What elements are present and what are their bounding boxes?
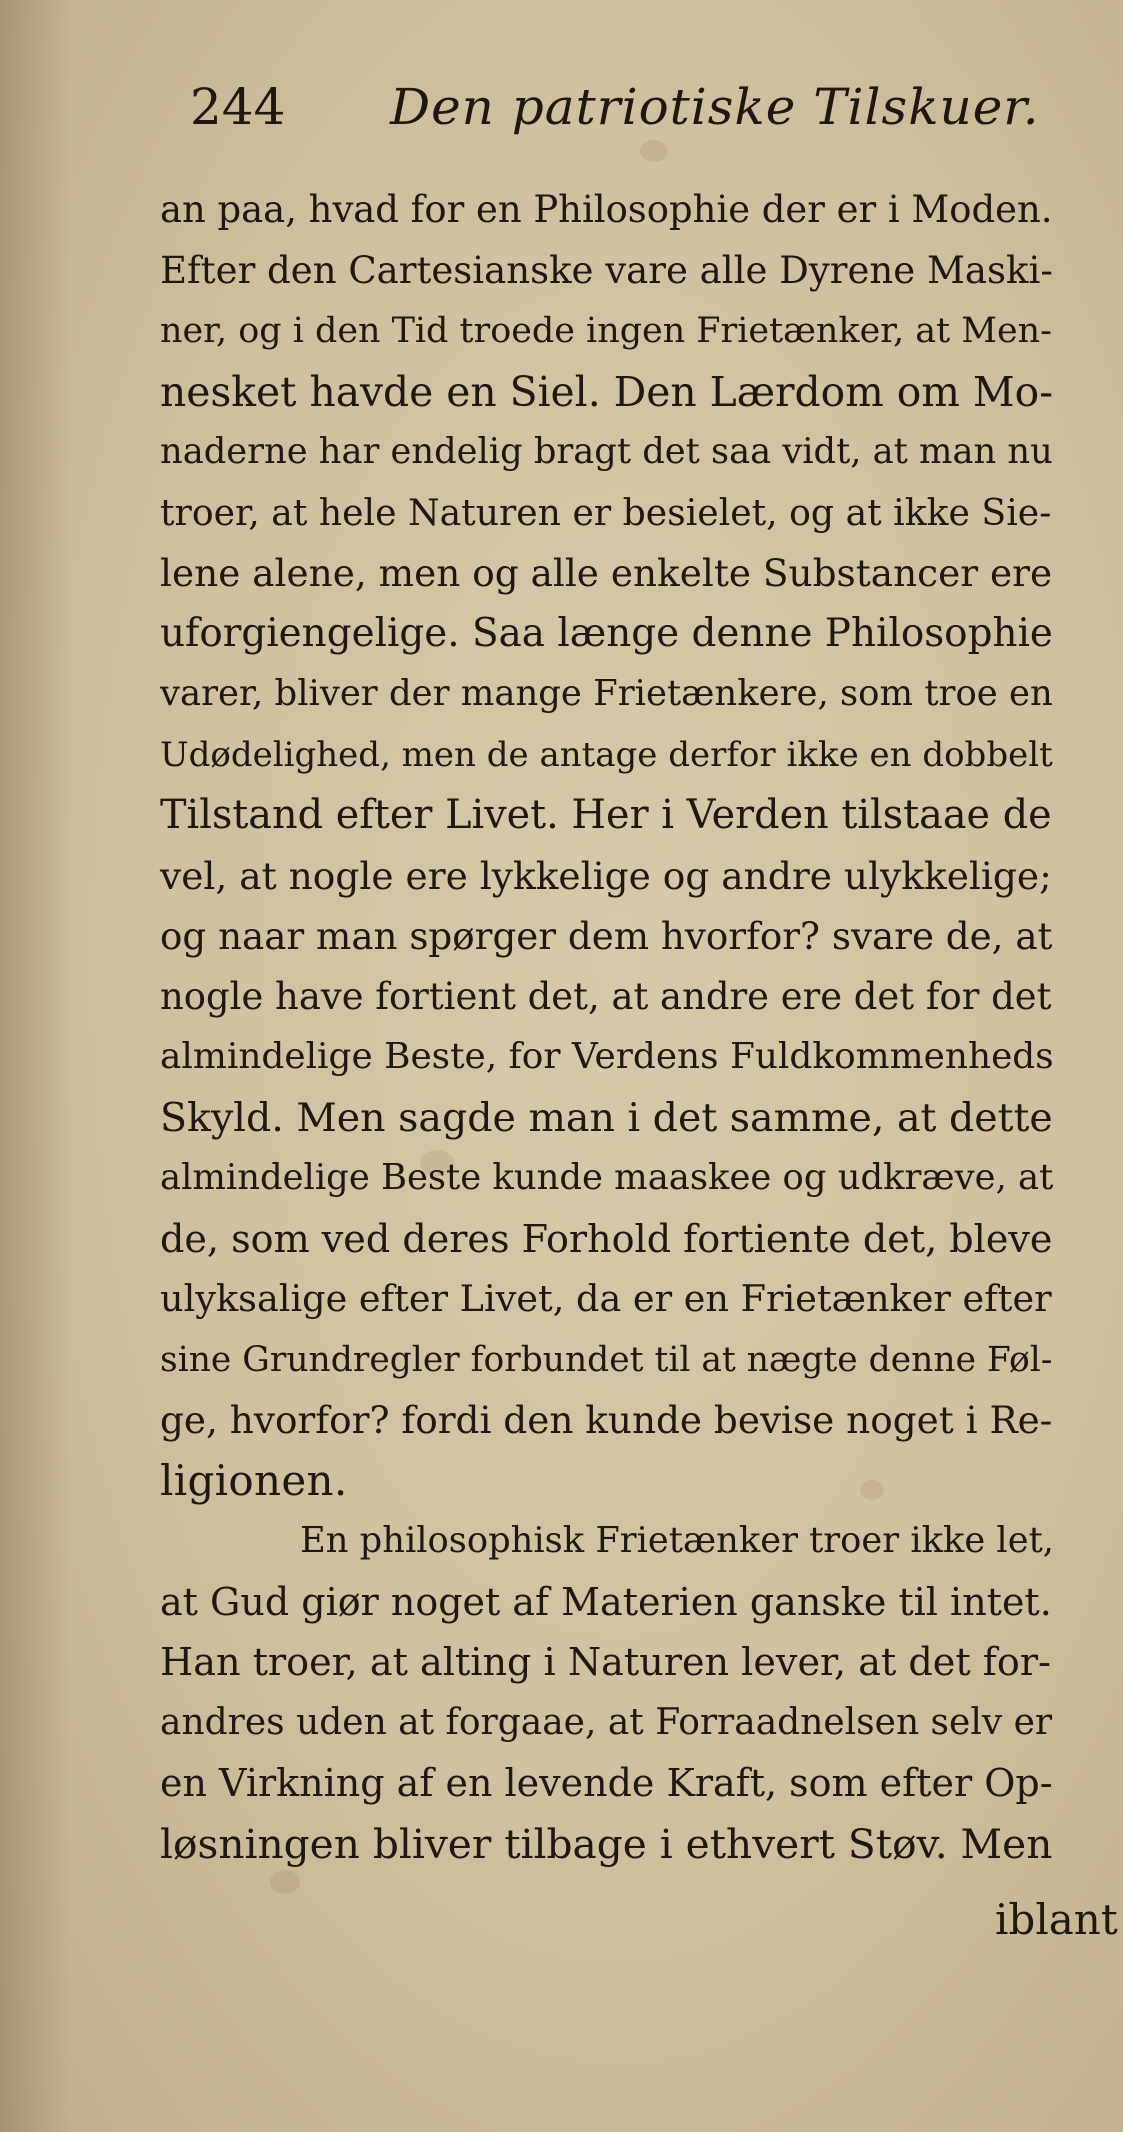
text-line: ge, hvorfor? fordi den kunde bevise noget i Re- (160, 1398, 1053, 1442)
text-line: ulyksalige efter Livet, da er en Frietænker efter (160, 1277, 1052, 1320)
text-line: nogle have fortient det, at andre ere det for det (160, 974, 1052, 1018)
page-number: 244 (190, 78, 286, 136)
text-line: naderne har endelig bragt det saa vidt, at man nu (160, 431, 1053, 472)
text-line: Efter den Cartesianske vare alle Dyrene Maski- (160, 248, 1053, 292)
text-line: ligionen. (160, 1455, 348, 1505)
text-line: an paa, hvad for en Philosophie der er i Moden. (160, 188, 1053, 231)
text-line: Udødelighed, men de antage derfor ikke en dobbelt (160, 734, 1053, 775)
body-text (160, 180, 1120, 1874)
text-line: almindelige Beste kunde maaskee og udkræve, at (160, 1157, 1054, 1198)
text-line: Tilstand efter Livet. Her i Verden tilstaae de (160, 792, 1052, 838)
text-line: vel, at nogle ere lykkelige og andre ulykkelige; (160, 853, 1052, 898)
text-line: andres uden at forgaae, at Forraadnelsen selv er (160, 1701, 1053, 1743)
text-line: Han troer, at alting i Naturen lever, at det for- (160, 1640, 1051, 1684)
text-line: lene alene, men og alle enkelte Substancer ere (160, 551, 1053, 595)
page-header (190, 72, 1050, 152)
text-line: ner, og i den Tid troede ingen Frietænker, at Men- (160, 311, 1052, 351)
text-line: troer, at hele Naturen er besielet, og at ikke Sie- (160, 490, 1052, 534)
running-title: Den patriotiske Tilskuer. (390, 78, 1040, 136)
text-line: og naar man spørger dem hvorfor? svare de, at (160, 914, 1053, 958)
text-line: løsningen bliver tilbage i ethvert Støv. Men (160, 1819, 1053, 1868)
text-line: sine Grundregler forbundet til at nægte denne Føl- (160, 1339, 1053, 1380)
paragraph-start-line: En philosophisk Frietænker troer ikke let, (300, 1520, 1054, 1561)
text-line: uforgiengelige. Saa længe denne Philosophie (160, 610, 1053, 656)
text-line: en Virkning af en levende Kraft, som efter Op- (160, 1761, 1053, 1805)
text-line: de, som ved deres Forhold fortiente det, bleve (160, 1216, 1053, 1261)
catchword: iblant (995, 1895, 1118, 1944)
text-line: nesket havde en Siel. Den Lærdom om Mo- (160, 367, 1053, 416)
text-line: at Gud giør noget af Materien ganske til intet. (160, 1579, 1052, 1624)
text-line: varer, bliver der mange Frietænkere, som troe en (160, 673, 1053, 714)
text-line: almindelige Beste, for Verdens Fuldkommenheds (160, 1036, 1054, 1077)
text-line: Skyld. Men sagde man i det samme, at dette (160, 1094, 1053, 1141)
